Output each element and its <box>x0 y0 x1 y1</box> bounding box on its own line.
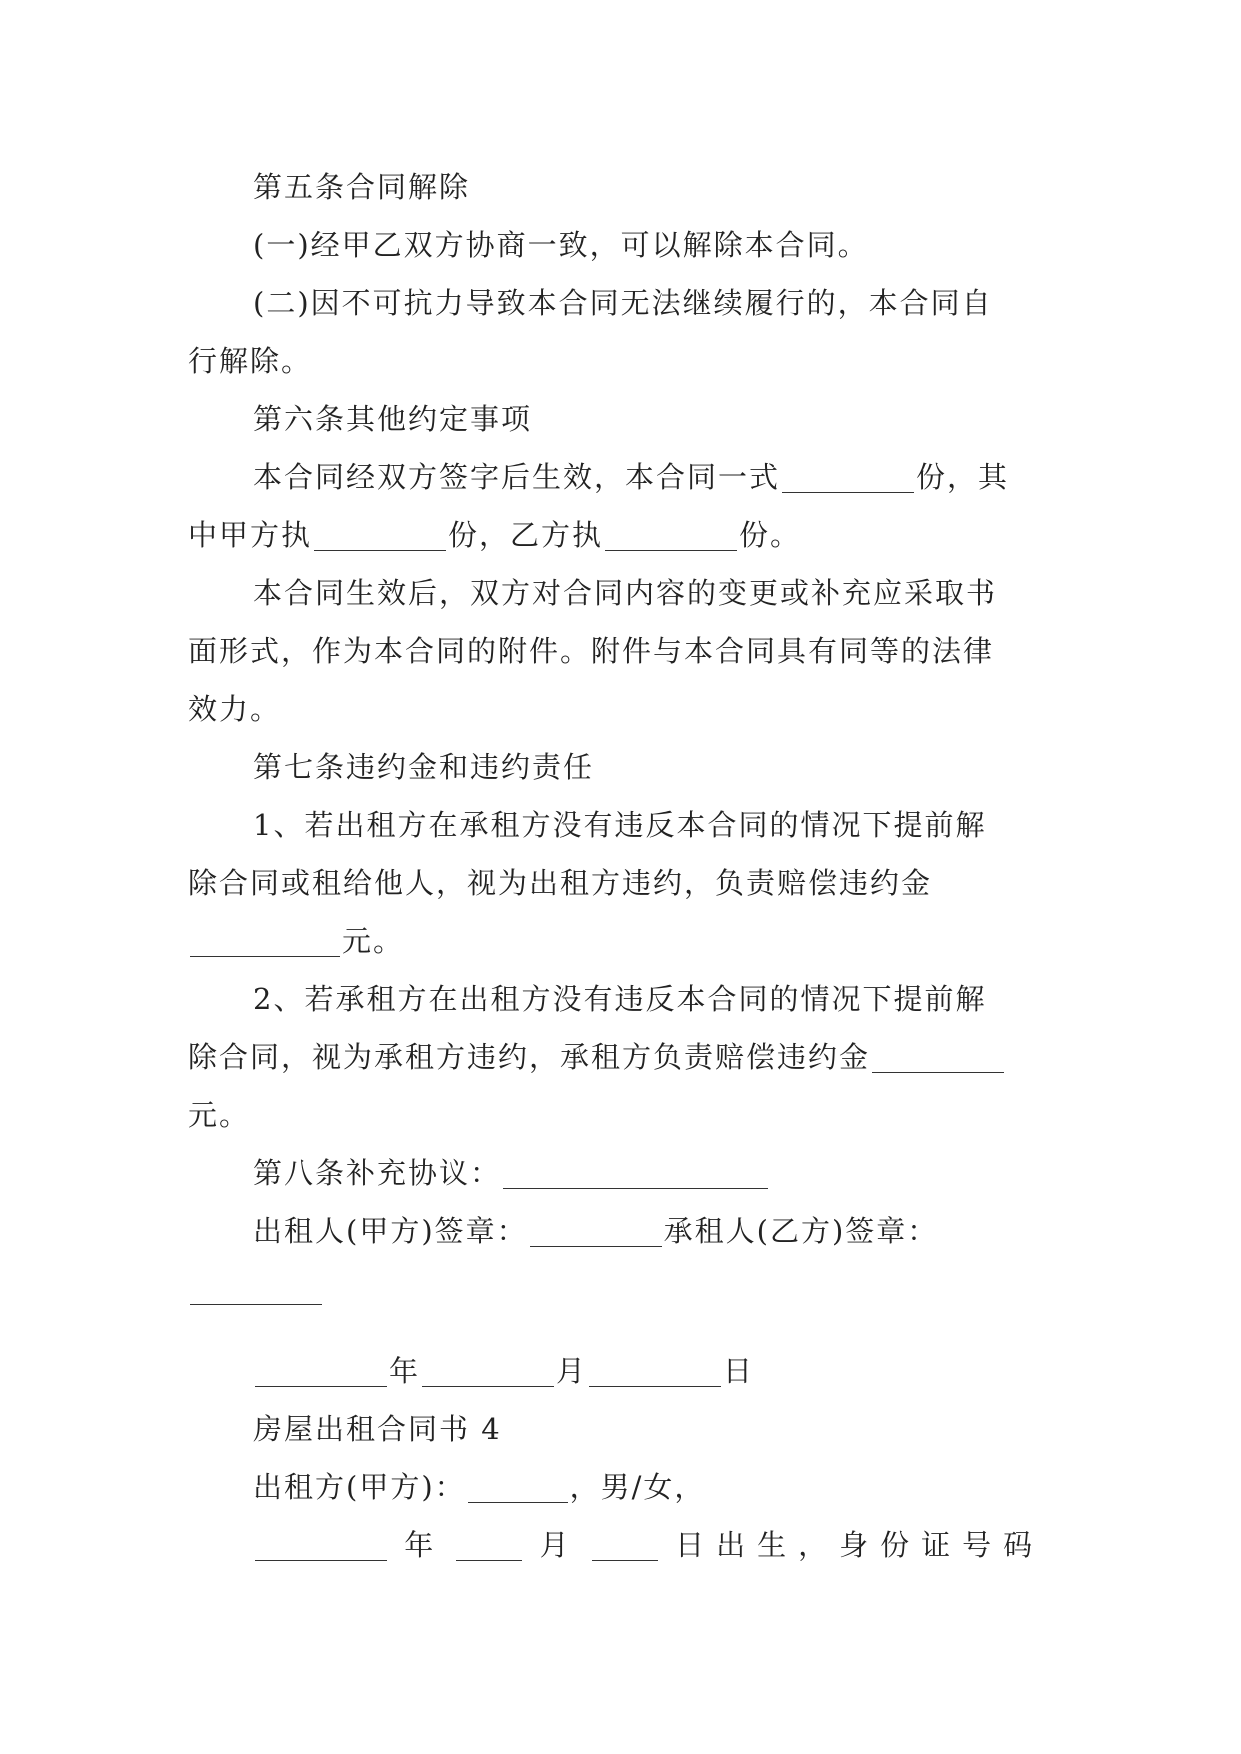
birth-month-blank <box>456 1528 522 1561</box>
article-6-para-2-line-1: 本合同生效后，双方对合同内容的变更或补充应采取书 <box>253 576 998 610</box>
lessor-sign-blank <box>530 1214 662 1247</box>
penalty-text-2: 除合同，视为承租方违约，承租方负责赔偿违约金 <box>188 1040 871 1074</box>
signature-line-2 <box>188 1260 1053 1318</box>
copies-text: 本合同经双方签字后生效，本合同一式 <box>253 460 781 494</box>
party-a-copies-text: 中甲方执 <box>188 518 313 552</box>
lessor-sign-label: 出租人(甲方)签章： <box>253 1214 528 1248</box>
birth-year-label: 年 <box>404 1528 440 1562</box>
article-8-heading: 第八条补充协议： <box>253 1156 502 1190</box>
signature-line <box>188 1202 1053 1260</box>
article-7-item-1-line-2: 除合同或租给他人，视为出租方违约，负责赔偿违约金 <box>188 866 933 900</box>
gender-text: ，男/女， <box>569 1470 706 1504</box>
article-5-item-1: (一)经甲乙双方协商一致，可以解除本合同。 <box>253 228 869 262</box>
article-5-item-2-line-2: 行解除。 <box>188 344 313 378</box>
spacer <box>188 1318 1053 1342</box>
article-7-item-1-line-1: 1、若出租方在承租方没有违反本合同的情况下提前解 <box>253 808 987 842</box>
contract-4-lessor-line <box>188 1458 1053 1516</box>
article-7-item-2-line-3: 元。 <box>188 1098 251 1132</box>
article-7-item-1-line-3 <box>188 912 1053 970</box>
penalty-amount-blank-2 <box>872 1040 1004 1073</box>
article-5-item-2-line-1: (二)因不可抗力导致本合同无法继续履行的，本合同自 <box>253 286 993 320</box>
copies-unit-text: 份，其 <box>916 460 1010 494</box>
article-7-item-2-line-1: 2、若承租方在出租方没有违反本合同的情况下提前解 <box>253 982 987 1016</box>
article-6-para-2-line-3: 效力。 <box>188 692 282 726</box>
party-b-copies-blank <box>605 518 737 551</box>
article-7-item-2-line-2 <box>188 1028 1053 1086</box>
sign-year-blank <box>255 1354 387 1387</box>
article-8-line <box>188 1144 1053 1202</box>
lessor-name-blank <box>468 1470 568 1503</box>
lessee-sign-label: 承租人(乙方)签章： <box>663 1214 939 1248</box>
copies-total-blank <box>782 460 914 493</box>
sign-day-blank <box>589 1354 721 1387</box>
article-6-heading: 第六条其他约定事项 <box>253 402 533 436</box>
sign-year-label: 年 <box>389 1354 421 1388</box>
document-body <box>188 158 1053 1574</box>
birth-month-label: 月 <box>539 1528 575 1562</box>
article-6-para-2-line-2: 面形式，作为本合同的附件。附件与本合同具有同等的法律 <box>188 634 995 668</box>
sign-month-label: 月 <box>556 1354 588 1388</box>
lessor-label: 出租方(甲方)： <box>253 1470 466 1504</box>
article-6-para-1-line-1 <box>188 448 1053 506</box>
party-b-copies-text: 份，乙方执 <box>448 518 604 552</box>
contract-4-birth-line <box>188 1516 1053 1574</box>
article-6-para-1-line-2 <box>188 506 1053 564</box>
party-a-copies-blank <box>314 518 446 551</box>
contract-4-title: 房屋出租合同书 4 <box>253 1412 502 1446</box>
copies-end-text: 份。 <box>739 518 802 552</box>
penalty-amount-blank-1 <box>190 924 340 957</box>
sign-day-label: 日 <box>723 1354 755 1388</box>
supplement-blank <box>503 1156 768 1189</box>
yuan-text-1: 元。 <box>342 924 405 958</box>
birth-year-blank <box>255 1528 387 1561</box>
article-5-heading: 第五条合同解除 <box>253 170 471 204</box>
lessee-sign-blank <box>190 1272 322 1305</box>
sign-month-blank <box>422 1354 554 1387</box>
sign-date-line <box>188 1342 1053 1400</box>
article-7-heading: 第七条违约金和违约责任 <box>253 750 595 784</box>
birth-day-text: 日出生，身份证号码 <box>675 1528 1045 1562</box>
birth-day-blank <box>592 1528 658 1561</box>
